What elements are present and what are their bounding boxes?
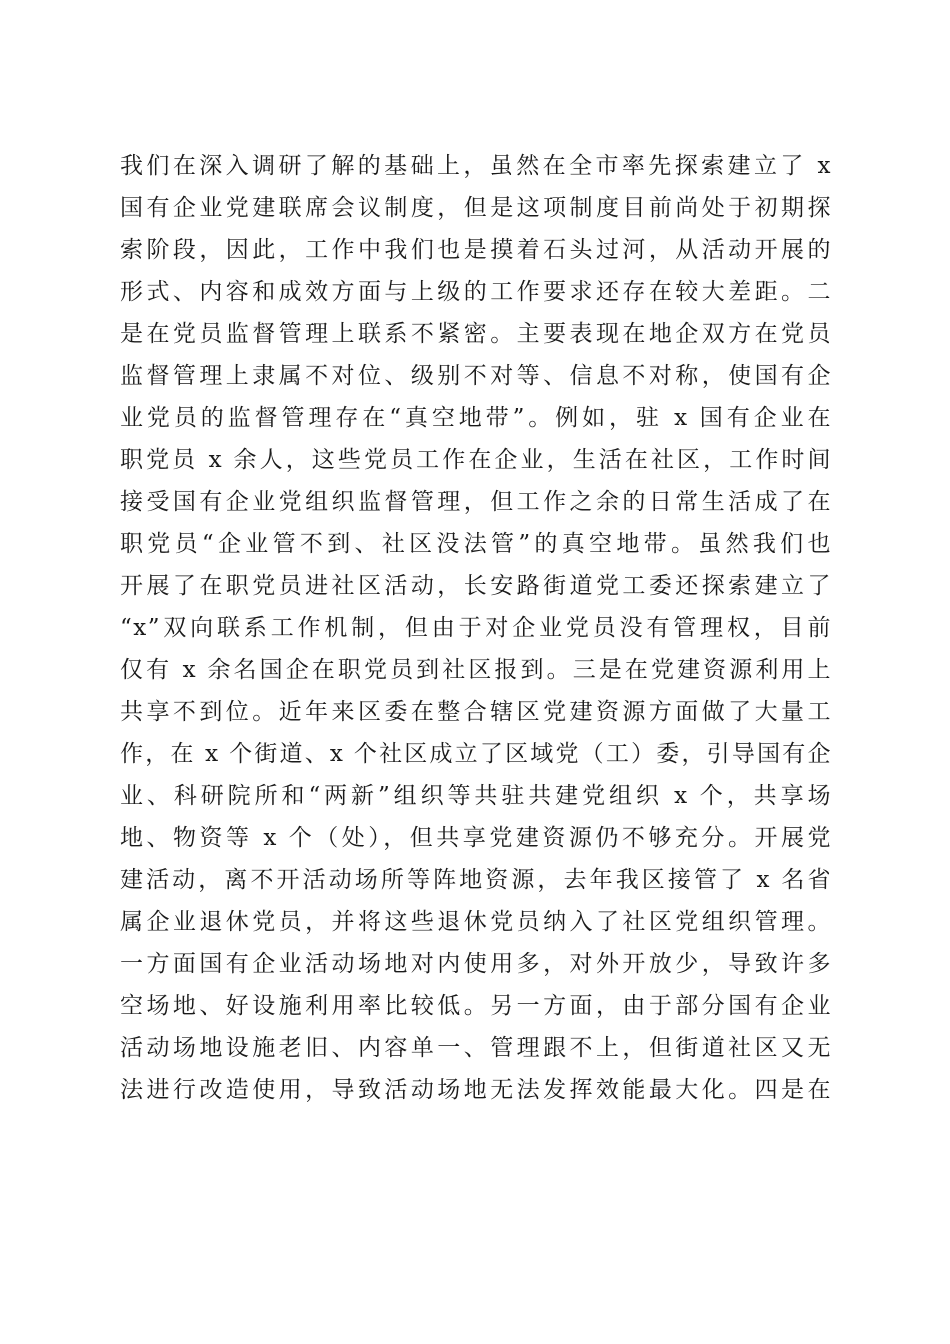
text-line: 地、物资等 x 个（处），但共享党建资源仍不够充分。开展党 <box>120 825 832 851</box>
text-line: 是在党员监督管理上联系不紧密。主要表现在地企双方在党员 <box>120 321 832 347</box>
text-line: 作，在 x 个街道、x 个社区成立了区域党（工）委，引导国有企 <box>120 741 832 767</box>
text-line: 活动场地设施老旧、内容单一、管理跟不上，但街道社区又无 <box>120 1035 832 1061</box>
text-line: 职党员 x 余人，这些党员工作在企业，生活在社区，工作时间 <box>120 447 832 473</box>
text-line: 业党员的监督管理存在“真空地带”。例如，驻 x 国有企业在 <box>120 405 832 431</box>
text-line: 职党员“企业管不到、社区没法管”的真空地带。虽然我们也 <box>120 531 832 557</box>
text-line: 形式、内容和成效方面与上级的工作要求还存在较大差距。二 <box>120 279 832 305</box>
text-line: 国有企业党建联席会议制度，但是这项制度目前尚处于初期探 <box>120 195 832 221</box>
text-line: 建活动，离不开活动场所等阵地资源，去年我区接管了 x 名省 <box>120 867 832 893</box>
text-line: 业、科研院所和“两新”组织等共驻共建党组织 x 个，共享场 <box>120 783 832 809</box>
text-line: 共享不到位。近年来区委在整合辖区党建资源方面做了大量工 <box>120 699 832 725</box>
text-line: 开展了在职党员进社区活动，长安路街道党工委还探索建立了 <box>120 573 832 599</box>
text-line: 一方面国有企业活动场地对内使用多，对外开放少，导致许多 <box>120 951 832 977</box>
text-line: 监督管理上隶属不对位、级别不对等、信息不对称，使国有企 <box>120 363 832 389</box>
text-line: “x”双向联系工作机制，但由于对企业党员没有管理权，目前 <box>120 615 832 641</box>
text-line: 我们在深入调研了解的基础上，虽然在全市率先探索建立了 x <box>120 153 832 179</box>
text-line: 空场地、好设施利用率比较低。另一方面，由于部分国有企业 <box>120 993 832 1019</box>
body-text <box>120 145 832 1111</box>
text-line: 接受国有企业党组织监督管理，但工作之余的日常生活成了在 <box>120 489 832 515</box>
text-line: 属企业退休党员，并将这些退休党员纳入了社区党组织管理。 <box>120 909 832 935</box>
text-line: 法进行改造使用，导致活动场地无法发挥效能最大化。四是在 <box>120 1077 832 1103</box>
text-line: 索阶段，因此，工作中我们也是摸着石头过河，从活动开展的 <box>120 237 832 263</box>
text-line: 仅有 x 余名国企在职党员到社区报到。三是在党建资源利用上 <box>120 657 832 683</box>
